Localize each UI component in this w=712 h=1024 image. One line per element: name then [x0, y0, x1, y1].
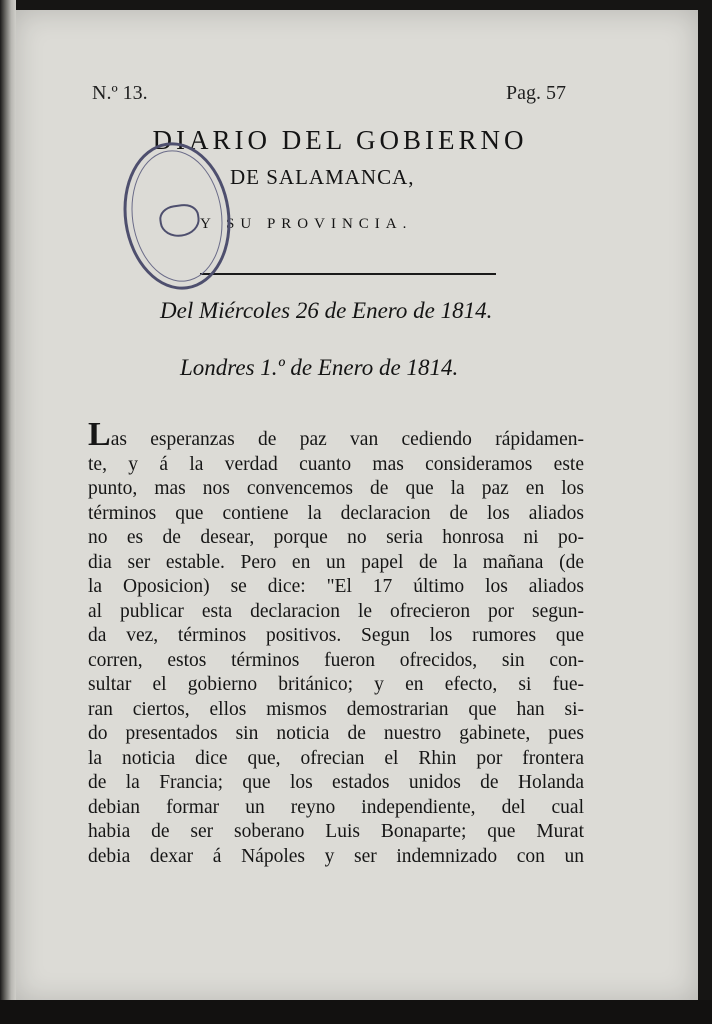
- issue-dateline: Del Miércoles 26 de Enero de 1814.: [160, 298, 493, 323]
- article-line: habia de ser soberano Luis Bonaparte; que Murat: [88, 821, 584, 842]
- masthead-subtitle: DE SALAMANCA,: [230, 165, 415, 189]
- article-line: te, y á la verdad cuanto mas consideramos este: [88, 453, 584, 475]
- article-body: [88, 416, 584, 869]
- article-line: términos que contiene la declaracion de los aliados: [88, 502, 584, 524]
- article-line: da vez, términos positivos. Segun los rumores que: [88, 625, 584, 646]
- article-line: de la Francia; que los estados unidos de Holanda: [88, 772, 584, 793]
- article-line: do presentados sin noticia de nuestro gabinete, pues: [88, 723, 584, 744]
- article-line: corren, estos términos fueron ofrecidos, sin con-: [88, 649, 584, 671]
- article-line: Las esperanzas de paz van cediendo rápidamen-: [88, 416, 584, 453]
- article-line: no es de desear, porque no seria honrosa ni po-: [88, 527, 584, 548]
- book-binding-edge: [0, 0, 16, 1000]
- drop-cap: L: [88, 416, 111, 453]
- article-line: la noticia dice que, ofrecian el Rhin por frontera: [88, 747, 584, 769]
- article-line: la Oposicion) se dice: "El 17 último los aliados: [88, 576, 584, 597]
- article-line: dia ser estable. Pero en un papel de la mañana (de: [88, 551, 584, 573]
- article-line: sultar el gobierno británico; y en efecto, si fue-: [88, 674, 584, 695]
- masthead-rule: [200, 273, 496, 275]
- article-line: al publicar esta declaracion le ofrecieron por segun-: [88, 600, 584, 622]
- article-line: debia dexar á Nápoles y ser indemnizado con un: [88, 845, 584, 867]
- article-place-date: Londres 1.º de Enero de 1814.: [180, 355, 459, 380]
- article-line: debian formar un reyno independiente, del cual: [88, 796, 584, 818]
- masthead-title: DIARIO DEL GOBIERNO: [152, 125, 528, 155]
- issue-number: N.º 13.: [92, 82, 148, 104]
- scan-background: [0, 1000, 712, 1024]
- masthead-province: Y SU PROVINCIA.: [200, 216, 413, 232]
- article-line: ran ciertos, ellos mismos demostrarian que han si-: [88, 698, 584, 720]
- article-line: punto, mas nos convencemos de que la paz en los: [88, 478, 584, 499]
- page-number: Pag. 57: [506, 82, 566, 104]
